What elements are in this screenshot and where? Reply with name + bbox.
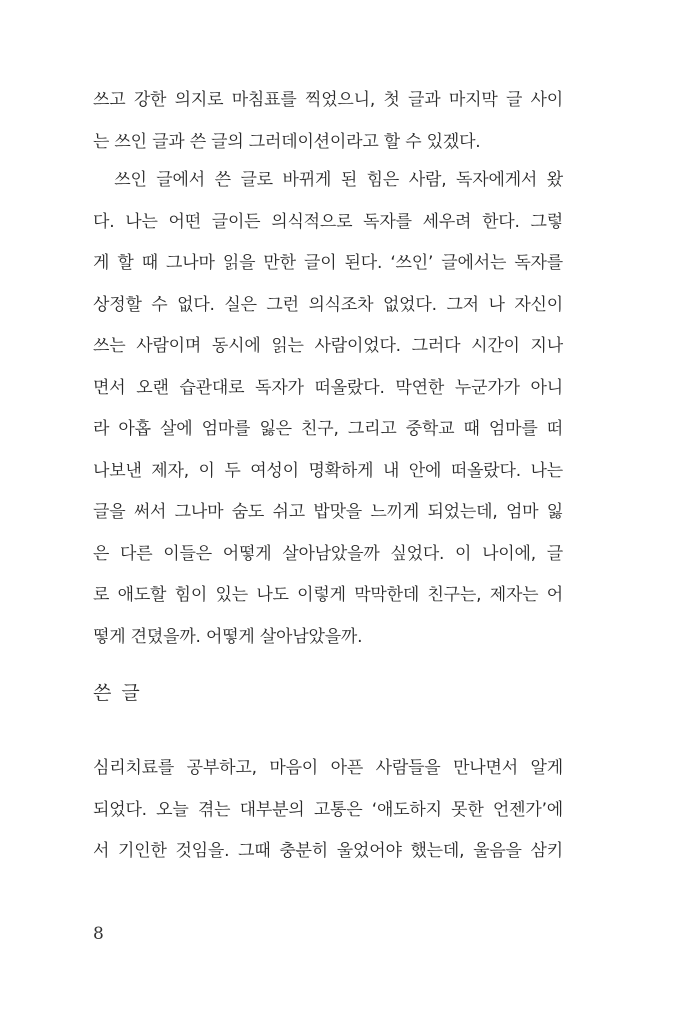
- page-number: 8: [93, 924, 104, 944]
- paragraph-3: [93, 748, 563, 873]
- text-line: 심리치료를 공부하고, 마음이 아픈 사람들을 만나면서 알게: [93, 758, 563, 778]
- paragraph-1: [93, 80, 563, 163]
- text-line: 다. 나는 어떤 글이든 의식적으로 독자를 세우려 한다. 그렇: [93, 211, 563, 232]
- text-line: 떻게 견뎠을까. 어떻게 살아남았을까.: [93, 626, 363, 647]
- text-line: 은 다른 이들은 어떻게 살아남았을까 싶었다. 이 나이에, 글: [93, 543, 563, 564]
- text-line: 게 할 때 그나마 읽을 만한 글이 된다. ‘쓰인’ 글에서는 독자를: [93, 253, 563, 273]
- text-line: 서 기인한 것임을. 그때 충분히 울었어야 했는데, 울음을 삼키: [93, 841, 563, 861]
- text-line: 쓰인 글에서 쓴 글로 바뀌게 된 힘은 사람, 독자에게서 왔: [93, 170, 563, 190]
- text-line: 상정할 수 없다. 실은 그런 의식조차 없었다. 그저 나 자신이: [93, 294, 563, 315]
- text-line: 되었다. 오늘 겪는 대부분의 고통은 ‘애도하지 못한 언젠가’에: [93, 799, 563, 820]
- text-line: 나보낸 제자, 이 두 여성이 명확하게 내 안에 떠올랐다. 나는: [93, 460, 563, 481]
- text-line: 쓰는 사람이며 동시에 읽는 사람이었다. 그러다 시간이 지나: [93, 336, 563, 356]
- text-line: 면서 오랜 습관대로 독자가 떠올랐다. 막연한 누군가가 아니: [93, 377, 563, 398]
- paragraph-2: [93, 160, 563, 658]
- text-line: 쓰고 강한 의지로 마침표를 찍었으니, 첫 글과 마지막 글 사이: [93, 90, 563, 110]
- section-heading: 쓴 글: [93, 682, 142, 704]
- text-line: 로 애도할 힘이 있는 나도 이렇게 막막한데 친구는, 제자는 어: [93, 585, 563, 605]
- text-line: 는 쓰인 글과 쓴 글의 그러데이션이라고 할 수 있겠다.: [93, 131, 481, 152]
- text-line: 글을 써서 그나마 숨도 쉬고 밥맛을 느끼게 되었는데, 엄마 잃: [93, 502, 563, 522]
- text-line: 라 아홉 살에 엄마를 잃은 친구, 그리고 중학교 때 엄마를 떠: [93, 419, 563, 439]
